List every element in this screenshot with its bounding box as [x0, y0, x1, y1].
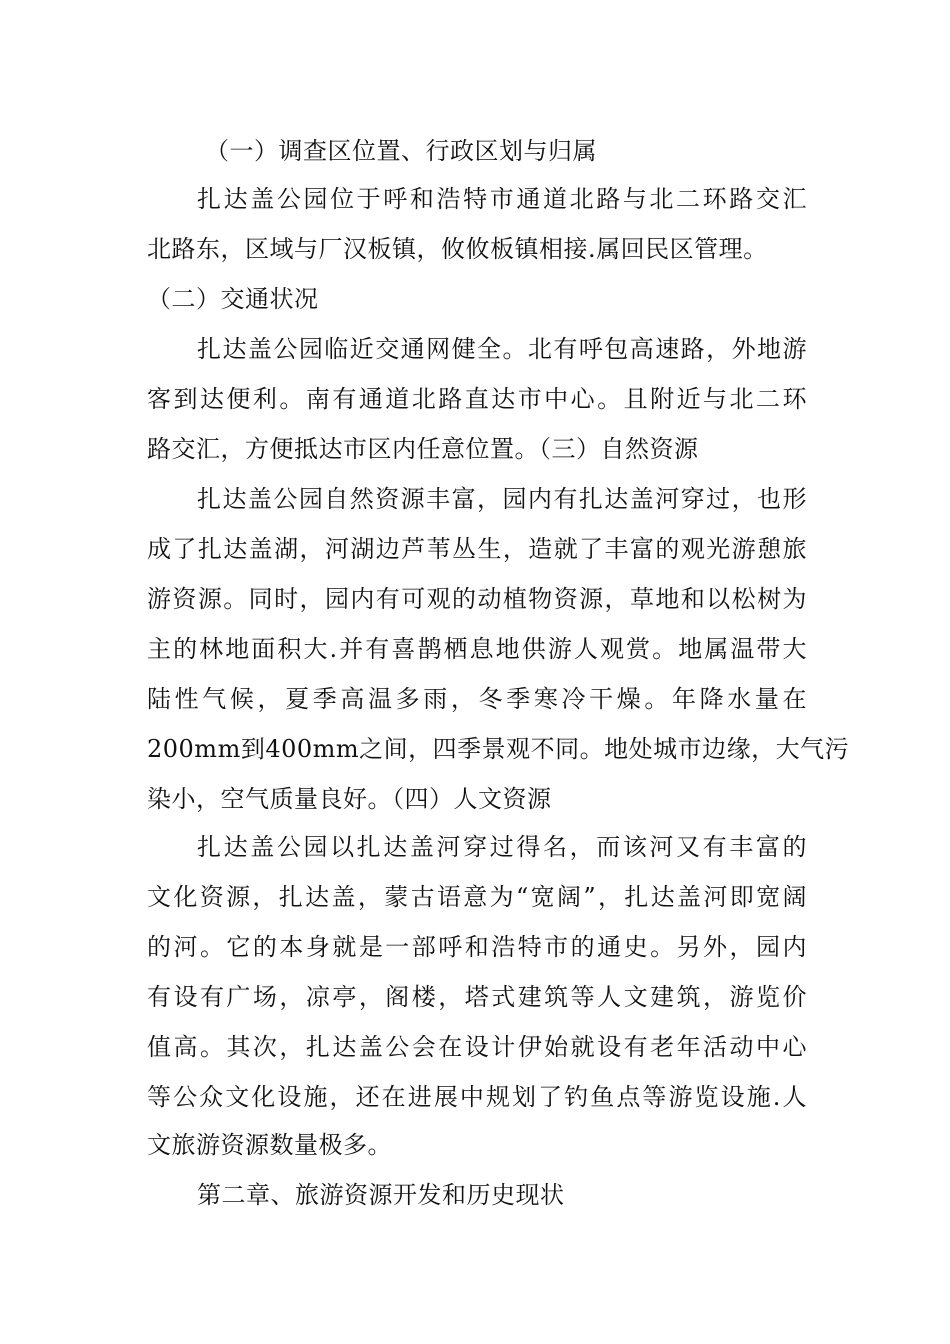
paragraph-line: 有设有广场，凉亭，阁楼，塔式建筑等人文建筑，游览价: [147, 983, 807, 1011]
paragraph-line: 文旅游资源数量极多。: [147, 1131, 392, 1159]
paragraph-line: 值高。其次，扎达盖公会在设计伊始就设有老年活动中心: [147, 1033, 807, 1061]
section-heading-location: （一）调查区位置、行政区划与归属: [205, 137, 597, 165]
paragraph-line: 路交汇，方便抵达市区内任意位置。（三）自然资源: [147, 435, 699, 463]
paragraph-line: 陆性气候，夏季高温多雨，冬季寒冷干燥。年降水量在: [147, 685, 807, 713]
paragraph-line: 客到达便利。南有通道北路直达市中心。且附近与北二环: [147, 385, 807, 413]
paragraph-line: 的河。它的本身就是一部呼和浩特市的通史。另外，园内: [147, 933, 807, 961]
chapter-heading: 第二章、旅游资源开发和历史现状: [197, 1181, 565, 1209]
paragraph-line: 扎达盖公园位于呼和浩特市通道北路与北二环路交汇: [197, 185, 807, 213]
paragraph-line: 主的林地面积大.并有喜鹊栖息地供游人观赏。地属温带大: [147, 635, 807, 663]
paragraph-line: 等公众文化设施，还在进展中规划了钓鱼点等游览设施.人: [147, 1083, 807, 1111]
paragraph-line: 扎达盖公园自然资源丰富，园内有扎达盖河穿过，也形: [197, 485, 807, 513]
paragraph-line: 染小，空气质量良好。（四）人文资源: [147, 785, 552, 813]
paragraph-line: 扎达盖公园临近交通网健全。北有呼包高速路，外地游: [197, 335, 807, 363]
paragraph-line: 200mm到400mm之间，四季景观不同。地处城市边缘，大气污: [147, 735, 850, 763]
paragraph-line: 成了扎达盖湖，河湖边芦苇丛生，造就了丰富的观光游憩旅: [147, 535, 807, 563]
paragraph-line: 文化资源，扎达盖，蒙古语意为“宽阔”，扎达盖河即宽阔: [147, 883, 807, 911]
paragraph-line: 扎达盖公园以扎达盖河穿过得名，而该河又有丰富的: [197, 833, 807, 861]
paragraph-line: 游资源。同时，园内有可观的动植物资源，草地和以松树为: [147, 585, 807, 613]
section-heading-transport: （二）交通状况: [147, 285, 319, 313]
paragraph-line: 北路东，区域与厂汉板镇，攸攸板镇相接.属回民区管理。: [147, 235, 768, 263]
